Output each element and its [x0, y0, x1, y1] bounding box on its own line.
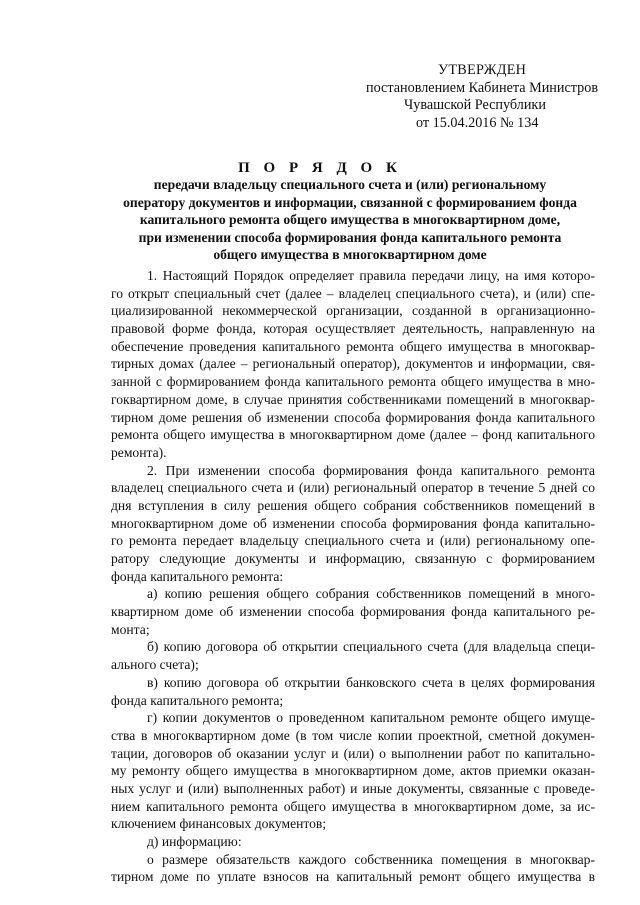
- body-line: 1. Настоящий Порядок определяет правила передачи лицу, на имя которо-: [147, 268, 595, 283]
- body-line: тирных домах (далее – региональный оператор), документов и информации, свя-: [111, 356, 595, 372]
- body-line: о размере обязательств каждого собственника помещения в многоквар-: [147, 851, 595, 867]
- body-line: монта;: [111, 621, 150, 637]
- body-line: а) копию решения общего собрания собственников помещений в много-: [147, 586, 595, 602]
- subtitle-line: передачи владельцу специального счета и (или) региональному: [153, 177, 547, 192]
- body-line: тирном доме решения об изменении способа формирования фонда капитального: [111, 409, 595, 425]
- body-line: обеспечение проведения капитального ремонта общего имущества в многоквар-: [111, 338, 595, 354]
- body-line: г) копии документов о проведенном капитальном ремонте общего имуще-: [147, 710, 595, 726]
- body-line: дня вступления в силу решения общего собрания собственников помещений в: [111, 497, 595, 513]
- subtitle-line: капитального ремонта общего имущества в многоквартирном доме,: [139, 212, 561, 227]
- body-line: тации, договоров об оказании услуг и (или) о выполнении работ по капитально-: [111, 745, 595, 761]
- subtitle-line: общего имущества в многоквартирном доме: [213, 247, 487, 262]
- body-line: 2. При изменении способа формирования фонда капитального ремонта: [147, 462, 595, 478]
- document-subtitle: [100, 176, 600, 264]
- document-title: П О Р Я Д О К: [238, 160, 402, 176]
- body-line: тирном доме по уплате взносов на капитальный ремонт общего имущества в: [111, 869, 595, 885]
- body-line: го ремонта передает владельцу специального счета и (или) региональному опе-: [111, 533, 595, 549]
- body-line: занной с формированием фонда капитального ремонта общего имущества в мно-: [111, 374, 595, 390]
- body-line: ства в многоквартирном доме (в том числе копии проектной, сметной докумен-: [111, 727, 595, 743]
- body-line: ключением финансовых документов;: [111, 816, 327, 832]
- body-line: владелец специального счета и (или) региональный оператор в течение 5 дней со: [111, 480, 595, 496]
- body-line: ремонта общего имущества в многоквартирном доме (далее – фонд капитального: [111, 427, 595, 443]
- approval-line-1: постановлением Кабинета Министров: [366, 79, 599, 96]
- approval-block: [366, 62, 606, 132]
- body-line: квартирном доме об изменении способа формирования фонда капитального ре-: [111, 604, 595, 620]
- body-line: ального счета);: [111, 657, 199, 673]
- body-line: ремонта).: [111, 444, 167, 460]
- body-line: д) информацию:: [147, 834, 242, 849]
- body-line: ных услуг и (или) выполненных работ) и иные документы, связанные с проведе-: [111, 780, 595, 796]
- body-line: му ремонту общего имущества в многоквартирном доме, актов приемки оказан-: [111, 763, 595, 779]
- body-line: нием капитального ремонта общего имущества в многоквартирном доме, за ис-: [111, 798, 595, 814]
- subtitle-line: оператору документов и информации, связанной с формированием фонда: [123, 194, 577, 210]
- body-line: го открыт специальный счет (далее – владелец специального счета), и (или) спе-: [111, 285, 595, 301]
- document-body: [111, 267, 595, 886]
- approval-line-3: от 15.04.2016 № 134: [416, 114, 539, 131]
- body-line: гоквартирном доме, в случае принятия собственниками помещений в многоквар-: [111, 391, 595, 407]
- body-line: циализированной некоммерческой организации, созданной в организационно-: [111, 303, 595, 319]
- subtitle-line: при изменении способа формирования фонда капитального ремонта: [138, 229, 562, 245]
- body-line: правовой форме фонда, которая осуществляет деятельность, направленную на: [111, 321, 595, 337]
- approval-line-2: Чувашской Республики: [404, 97, 546, 113]
- body-line: б) копию договора об открытии специального счета (для владельца специ-: [147, 639, 595, 655]
- body-line: фонда капитального ремонта;: [111, 692, 284, 708]
- approval-title: УТВЕРЖДЕН: [438, 62, 527, 78]
- body-line: фонда капитального ремонта:: [111, 568, 284, 584]
- body-line: ратору следующие документы и информацию, связанную с формированием: [111, 551, 595, 566]
- body-line: в) копию договора об открытии банковского счета в целях формирования: [147, 674, 595, 690]
- body-line: многоквартирном доме об изменении способа формирования фонда капитально-: [111, 515, 595, 531]
